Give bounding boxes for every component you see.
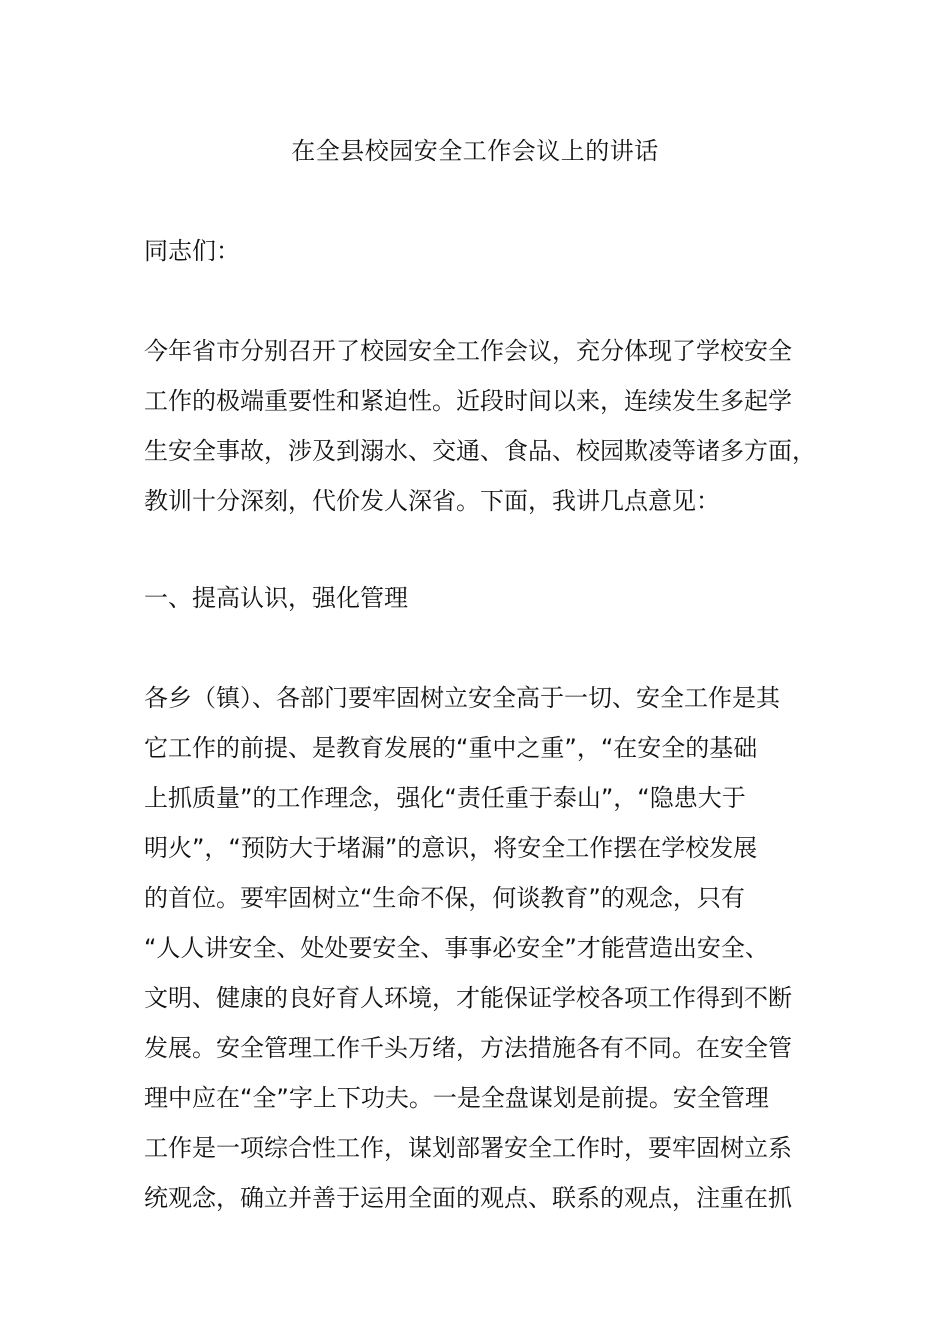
paragraph-line: 文明、健康的良好育人环境，才能保证学校各项工作得到不断 xyxy=(144,984,792,1012)
paragraph-line: 统观念，确立并善于运用全面的观点、联系的观点，注重在抓 xyxy=(144,1184,792,1212)
paragraph-line: 工作是一项综合性工作，谋划部署安全工作时，要牢固树立系 xyxy=(144,1134,792,1162)
salutation: 同志们： xyxy=(144,237,240,265)
paragraph-line: “人人讲安全、处处要安全、事事必安全”才能营造出安全、 xyxy=(144,934,769,962)
paragraph-line: 发展。安全管理工作千头万绪，方法措施各有不同。在安全管 xyxy=(144,1034,792,1062)
paragraph-line: 各乡（镇）、各部门要牢固树立安全高于一切、安全工作是其 xyxy=(144,684,780,712)
section-paragraph xyxy=(144,673,808,1253)
paragraph-line: 生安全事故，涉及到溺水、交通、食品、校园欺凌等诸多方面， xyxy=(144,437,816,465)
paragraph-line: 今年省市分别召开了校园安全工作会议，充分体现了学校安全 xyxy=(144,337,792,365)
intro-paragraph xyxy=(144,326,816,526)
paragraph-line: 的首位。要牢固树立“生命不保，何谈教育”的观念，只有 xyxy=(144,884,745,912)
document-title: 在全县校园安全工作会议上的讲话 xyxy=(291,137,659,165)
paragraph-line: 上抓质量”的工作理念，强化“责任重于泰山”，“隐患大于 xyxy=(144,784,746,812)
paragraph-line: 理中应在“全”字上下功夫。一是全盘谋划是前提。安全管理 xyxy=(144,1084,769,1112)
paragraph-line: 教训十分深刻，代价发人深省。下面，我讲几点意见： xyxy=(144,487,720,515)
paragraph-line: 明火”，“预防大于堵漏”的意识，将安全工作摆在学校发展 xyxy=(144,834,758,862)
paragraph-line: 工作的极端重要性和紧迫性。近段时间以来，连续发生多起学 xyxy=(144,387,792,415)
section-heading: 一、提高认识，强化管理 xyxy=(144,584,408,612)
paragraph-line: 它工作的前提、是教育发展的“重中之重”，“在安全的基础 xyxy=(144,734,758,762)
